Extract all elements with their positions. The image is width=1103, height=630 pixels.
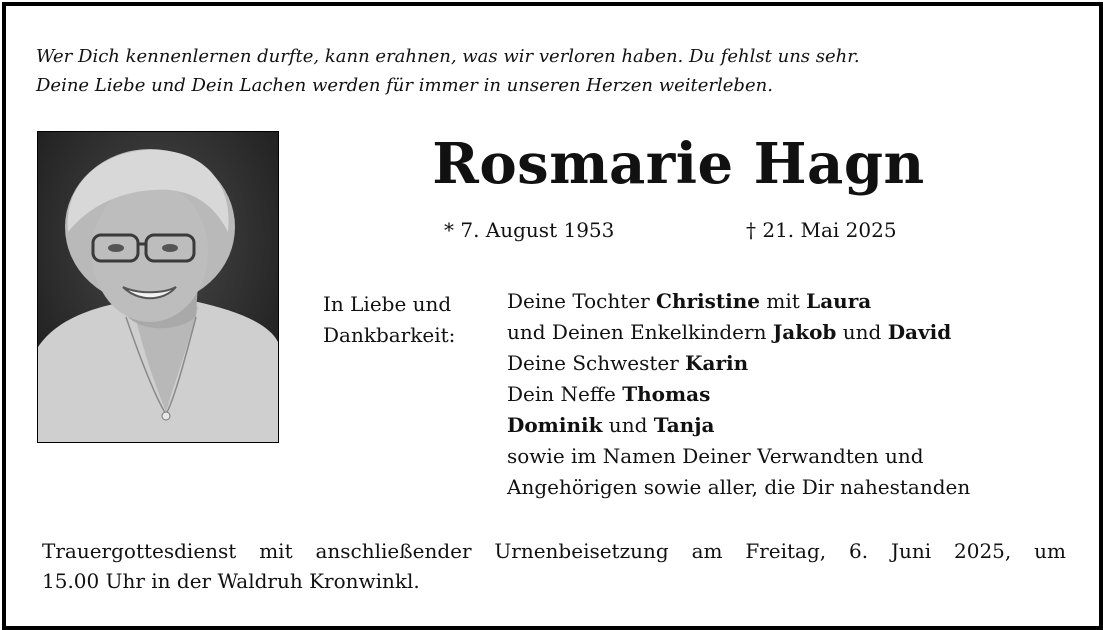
deceased-name: Rosmarie Hagn [432,131,925,197]
mourner-name: Dominik [507,413,603,437]
death-date: † 21. Mai 2025 [746,218,897,242]
memorial-quote [36,42,1076,100]
service-line: Trauergottesdienst mit anschließender Urnenbeisetzung am Freitag, 6. Juni 2025, um [42,539,1066,563]
obituary-card [2,2,1103,630]
mourner-name: David [887,320,952,344]
service-announcement [42,536,1066,596]
mourner-name: Christine [656,289,761,313]
quote-line: Deine Liebe und Dein Lachen werden für immer in unseren Herzen weiterleben. [36,75,773,96]
mourner-text: Deine Tochter [507,289,657,313]
birth-date: * 7. August 1953 [444,218,615,242]
mourner-text: sowie im Namen Deiner Verwandten und [507,444,924,468]
mourner-text: und [836,320,888,344]
dedication-line: Dankbarkeit: [323,323,456,347]
mourner-line [507,348,970,379]
mourner-text: Deine Schwester [507,351,686,375]
mourner-line [507,317,970,348]
mourner-text: und Deinen Enkelkindern [507,320,773,344]
mourners-list [507,286,970,503]
dedication-label [323,289,455,351]
portrait-photo [37,131,279,443]
mourner-name: Jakob [772,320,837,344]
mourner-line [507,472,970,503]
mourner-name: Karin [685,351,749,375]
mourner-line [507,286,970,317]
mourner-name: Tanja [653,413,715,437]
mourner-name: Laura [806,289,872,313]
mourner-text: mit [760,289,807,313]
service-line: 15.00 Uhr in der Waldruh Kronwinkl. [42,569,420,593]
mourner-text: und [602,413,654,437]
mourner-line [507,410,970,441]
mourner-line [507,379,970,410]
mourner-line [507,441,970,472]
mourner-text: Dein Neffe [507,382,623,406]
mourner-name: Thomas [622,382,711,406]
dedication-line: In Liebe und [323,292,452,316]
quote-line: Wer Dich kennenlernen durfte, kann erahnen, was wir verloren haben. Du fehlst uns sehr. [36,46,860,67]
mourner-text: Angehörigen sowie aller, die Dir nahestanden [507,475,971,499]
